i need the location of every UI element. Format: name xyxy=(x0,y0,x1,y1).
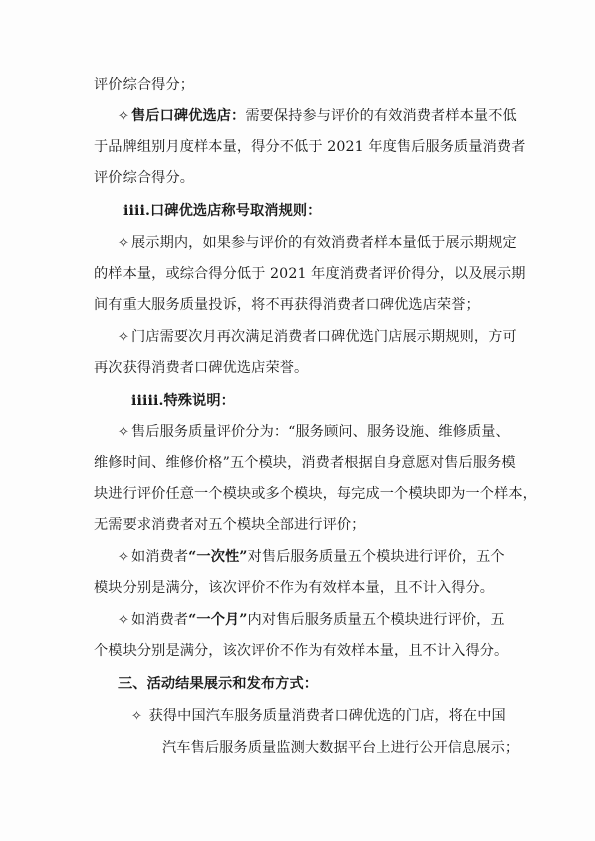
section-heading xyxy=(131,391,235,411)
text: 展示期内，如果参与评价的有效消费者样本量低于展示期规定 xyxy=(131,235,517,251)
text-line xyxy=(118,610,505,631)
text: 于品牌组别月度样本量，得分不低于 2021 年度售后服务质量消费者 xyxy=(94,139,526,155)
diamond-bullet-icon: ✧ xyxy=(118,236,129,251)
text-line xyxy=(118,327,517,348)
text-line xyxy=(94,264,526,284)
text: 的样本量，或综合得分低于 2021 年度消费者评价得分，以及展示期 xyxy=(94,266,526,282)
text: 内对售后服务质量五个模块进行评价，五 xyxy=(247,612,505,628)
text-line xyxy=(94,484,537,504)
text-line xyxy=(131,706,506,727)
text: 块进行评价任意一个模块或多个模块，每完成一个模块即为一个样本， xyxy=(94,486,537,502)
text-line xyxy=(94,137,526,157)
text: 如消费者 xyxy=(131,549,189,565)
section-heading xyxy=(123,201,321,221)
diamond-bullet-icon: ✧ xyxy=(118,330,129,345)
text: 门店需要次月再次满足消费者口碑优选门店展示期规则，方可 xyxy=(131,329,517,345)
bold-text: iiiii.特殊说明： xyxy=(131,393,235,409)
text: 模块分别是满分，该次评价不作为有效样本量，且不计入得分。 xyxy=(94,580,495,596)
bold-text: “一个月” xyxy=(188,612,248,628)
text: 需要保持参与评价的有效消费者样本量不低 xyxy=(245,108,517,124)
text-line xyxy=(118,233,517,254)
text-line xyxy=(118,547,505,568)
text: 汽车售后服务质量监测大数据平台上进行公开信息展示； xyxy=(162,740,520,756)
text: 间有重大服务质量投诉，将不再获得消费者口碑优选店荣誉； xyxy=(94,297,480,313)
text: 维修时间、维修价格”五个模块，消费者根据自身意愿对售后服务模 xyxy=(94,455,516,471)
text: 对售后服务质量五个模块进行评价，五个 xyxy=(247,549,505,565)
text: 售后服务质量评价分为：“服务顾问、服务设施、维修质量、 xyxy=(131,424,510,440)
diamond-bullet-icon: ✧ xyxy=(118,550,129,565)
text: 评价综合得分。 xyxy=(94,170,195,186)
text-line xyxy=(94,453,516,473)
text-line xyxy=(94,168,194,188)
text-line xyxy=(94,641,508,661)
text: 无需要求消费者对五个模块全部进行评价； xyxy=(94,517,366,533)
text: 个模块分别是满分，该次评价不作为有效样本量，且不计入得分。 xyxy=(94,643,509,659)
diamond-bullet-icon: ✧ xyxy=(118,109,129,124)
text: 获得中国汽车服务质量消费者口碑优选的门店，将在中国 xyxy=(144,708,506,724)
diamond-bullet-icon: ✧ xyxy=(131,709,142,724)
text-line xyxy=(94,358,308,378)
text-line xyxy=(94,295,480,315)
bold-text: iiii.口碑优选店称号取消规则： xyxy=(123,203,322,219)
text: 评价综合得分； xyxy=(94,77,195,93)
text-line xyxy=(118,106,517,127)
text: 再次获得消费者口碑优选店荣誉。 xyxy=(94,360,309,376)
bold-text: 三、活动结果展示和发布方式： xyxy=(118,676,319,692)
text-line xyxy=(118,422,510,443)
diamond-bullet-icon: ✧ xyxy=(118,613,129,628)
text-line xyxy=(94,75,194,95)
text: 如消费者 xyxy=(131,612,189,628)
section-heading xyxy=(118,674,318,694)
bold-text: 售后口碑优选店： xyxy=(131,108,246,124)
text-line xyxy=(162,738,519,758)
diamond-bullet-icon: ✧ xyxy=(118,425,129,440)
text-line xyxy=(94,578,494,598)
text-line xyxy=(94,515,365,535)
bold-text: “一次性” xyxy=(188,549,248,565)
